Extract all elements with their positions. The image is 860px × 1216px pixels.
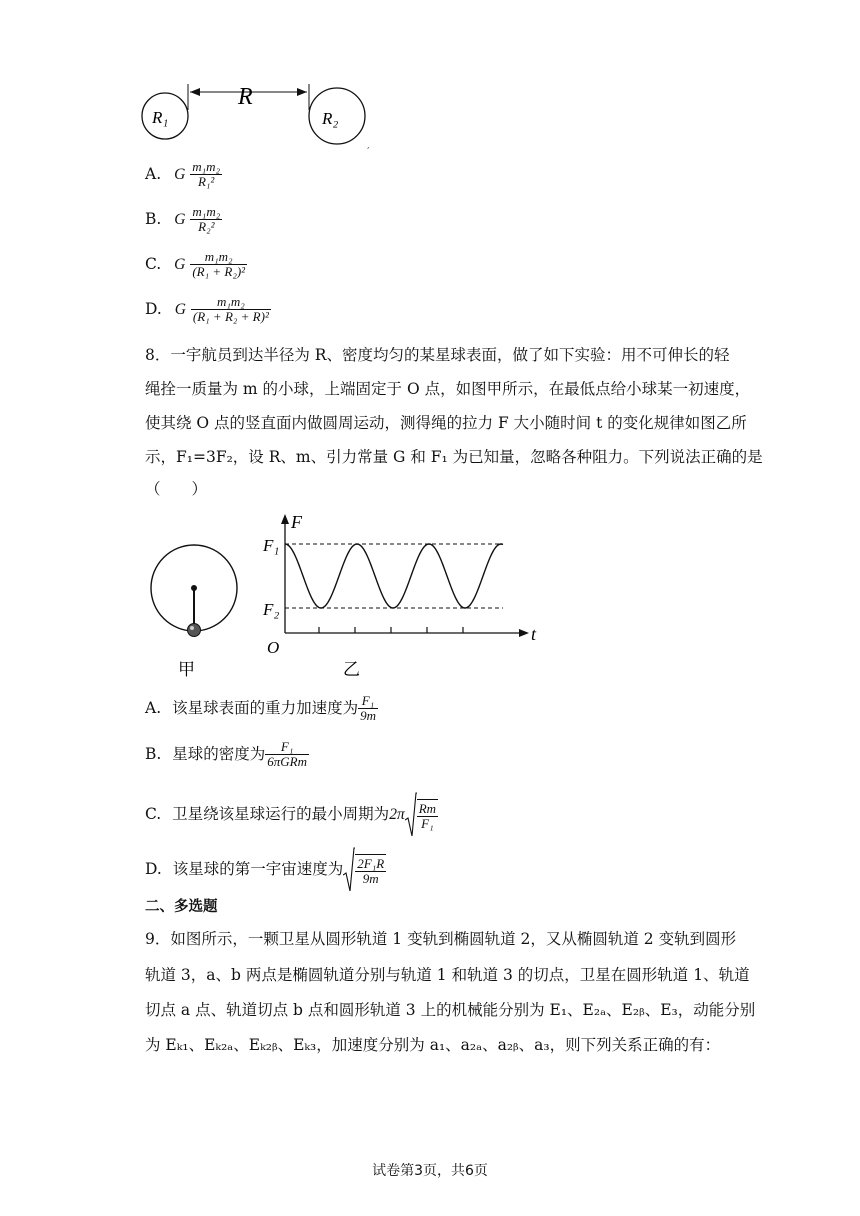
formula-fraction: $\frac{\text{F₁}}{9m}$ [360, 693, 376, 724]
q8-option-b[interactable] [145, 740, 309, 770]
q9-line-1: 9．如图所示，一颗卫星从圆形轨道 1 变轨到椭圆轨道 2，又从椭圆轨道 2 变轨到圆形 [145, 930, 737, 948]
section-heading: 二、多选题 [145, 899, 218, 915]
label-yi: 乙 [343, 660, 360, 680]
q7-option-d[interactable] [145, 295, 271, 325]
axis-label-t: t [531, 624, 537, 644]
gravity-constant: G [174, 165, 186, 183]
label-jia: 甲 [178, 660, 195, 680]
formula-fraction: $\frac{\text{2F₁R}}{9m}$ [357, 855, 385, 886]
svg-text:,: , [367, 141, 370, 150]
option-letter: B. [145, 744, 162, 763]
figure-jia [140, 535, 250, 685]
label-f1: F₁ [263, 536, 280, 555]
q9-line-4: 为 Eₖ₁、Eₖ₂ₐ、Eₖ₂ᵦ、Eₖ₃，加速度分别为 a₁、a₂ₐ、a₂ᵦ、a₃，则下列关系正确的有： [145, 1036, 721, 1054]
page-footer: 试卷第3页，共6页 [372, 1163, 488, 1179]
q8-option-a[interactable] [145, 694, 378, 724]
q8-line-2: 绳拴一质量为 m 的小球，上端固定于 O 点，如图甲所示，在最低点给小球某一初速度， [145, 380, 751, 398]
option-letter: A. [145, 164, 162, 183]
figure-yi-force-time-graph [255, 508, 555, 688]
q7-option-c[interactable] [145, 250, 247, 280]
q7-option-a[interactable] [145, 160, 222, 190]
gravity-constant: G [174, 300, 186, 318]
gravity-constant: G [174, 210, 186, 228]
option-text: 该星球表面的重力加速度为 [172, 698, 359, 717]
label-f2: F₂ [263, 600, 280, 619]
two-spheres-figure [130, 78, 380, 150]
option-letter: D. [145, 860, 162, 878]
option-text: 星球的密度为 [172, 744, 266, 763]
r-label: R [238, 84, 253, 110]
formula-fraction: $\frac{\text{m₁m₂}}{\text{(R₁ + R₂)²}}$ [192, 249, 246, 280]
r2-label: R₂ [322, 109, 339, 128]
sqrt-symbol [405, 792, 417, 838]
formula-fraction: $\frac{Rm}{\text{F₁}}$ [418, 800, 437, 831]
gravity-constant: G [174, 255, 186, 273]
label-origin: O [267, 638, 280, 657]
force-curve [285, 544, 503, 608]
q8-line-3: 使其绕 O 点的竖直面内做圆周运动，测得绳的拉力 F 大小随时间 t 的变化规律如图乙所 [145, 414, 747, 432]
q9-line-3: 切点 a 点、轨道切点 b 点和圆形轨道 3 上的机械能分别为 E₁、E₂ₐ、E₂ᵦ、E₃，动能分别 [145, 1001, 756, 1019]
option-letter: D. [145, 299, 162, 318]
option-letter: C. [145, 254, 162, 273]
option-letter: B. [145, 209, 162, 228]
q8-line-4: 示，F₁=3F₂，设 R、m、引力常量 G 和 F₁ 为已知量，忽略各种阻力。下列说法正确的是 [145, 448, 763, 466]
q8-line-5: （ ） [145, 480, 208, 498]
formula-fraction: $\frac{\text{F₁}}{\text{6πGRm}}$ [267, 739, 308, 770]
sqrt-symbol [343, 847, 355, 893]
option-letter: A. [145, 698, 162, 717]
option-text: 卫星绕该星球运行的最小周期为 [172, 805, 390, 823]
formula-fraction: $\frac{\text{m₁m₂}}{\text{R₂²}}$ [192, 204, 221, 235]
q8-line-1: 8．一宇航员到达半径为 R、密度均匀的某星球表面，做了如下实验：用不可伸长的轻 [145, 346, 730, 364]
option-letter: C. [145, 805, 162, 823]
ball [188, 624, 201, 637]
formula-fraction: $\frac{\text{m₁m₂}}{\text{R₁²}}$ [192, 159, 221, 190]
option-text: 该星球的第一宇宙速度为 [172, 860, 344, 878]
r1-label: R₁ [152, 108, 169, 127]
q8-option-c[interactable] [145, 792, 438, 838]
q8-option-d[interactable] [145, 847, 386, 893]
q9-line-2: 轨道 3，a、b 两点是椭圆轨道分别与轨道 1 和轨道 3 的切点，卫星在圆形轨道 1、轨道 [145, 966, 750, 984]
axis-label-f: F [291, 512, 302, 532]
q7-option-b[interactable] [145, 205, 222, 235]
two-pi: 2π [389, 806, 405, 823]
formula-fraction: $\frac{\text{m₁m₂}}{\text{(R₁ + R₂ + R)²}}$ [192, 294, 269, 325]
